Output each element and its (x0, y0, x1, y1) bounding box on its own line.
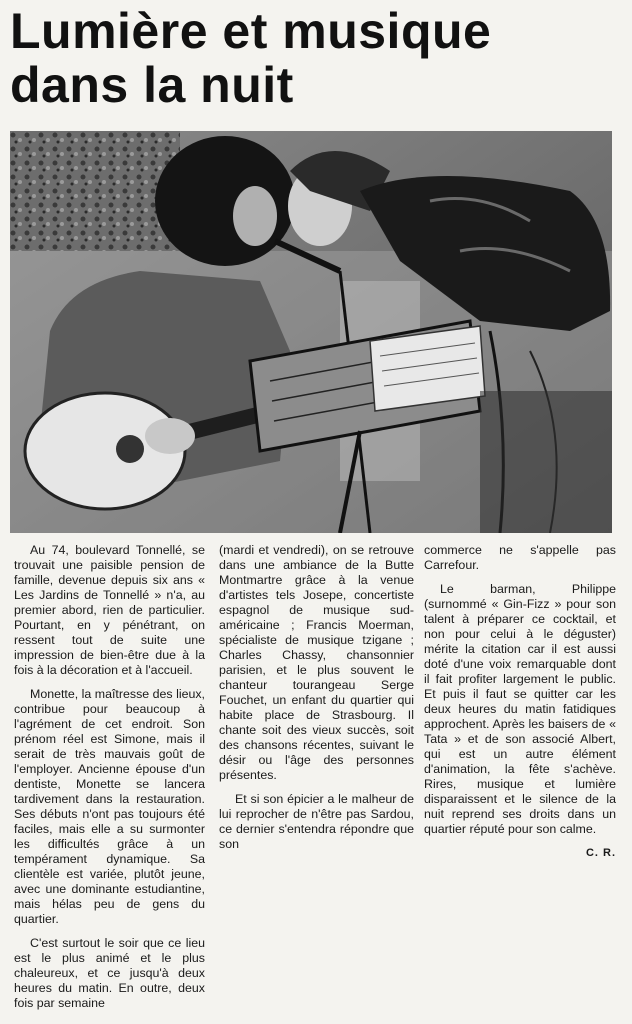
article-column-1 (14, 543, 205, 1020)
paragraph: (mardi et vendredi), on se retrouve dans une ambiance de la Butte Montmartre grâce à la venue d'artistes tels Josepe, concertiste espagnol de musique sud-américaine ; Francis Moerman, spécialiste de musique tzigane ; Charles Chassy, chansonnier parisien, et le plus souvent le chanteur tourangeau Serge Fouchet, un enfant du quartier qui habite place de Strasbourg. Il chante soit des vieux succès, soit des chansons récentes, suivant le désir ou l'âge des personnes présentes. (219, 543, 414, 782)
article-headline (10, 4, 610, 112)
paragraph: Monette, la maîtresse des lieux, contribue pour beaucoup à l'agrément de cet endroit. Son prénom réel est Simone, mais il serait de très mauvais goût de l'employer. Ancienne épouse d'un dentiste, Monette se lancera tardivement dans la restauration. Ses débuts n'ont pas toujours été faciles, mais elle a su surmonter les difficultés grâce à un tempérament dynamique. Sa clientèle est variée, plutôt jeune, avec une dominante estudiantine, mais hélas peu de gens du quartier. (14, 687, 205, 926)
paragraph: Et si son épicier a le malheur de lui reprocher de n'être pas Sardou, ce dernier s'entendra répondre que son (219, 792, 414, 851)
paragraph: C'est surtout le soir que ce lieu est le plus animé et le plus chaleureux, et ce jusqu'à deux heures du matin. En outre, deux fois par semaine (14, 936, 205, 1010)
article-column-2 (219, 543, 414, 861)
paragraph: Le barman, Philippe (surnommé « Gin-Fizz » pour son talent à préparer ce cocktail, et non pour celui à le déguster) mérite la citation car il est aussi doté d'une voix remarquable dont il fait profiter largement le public. Et puis il faut se quitter car les deux heures du matin fatidiques approchent. Après les baisers de « Tata » et de son associé Albert, qui est un autre élément d'animation, la fête s'achève. Rires, musique et lumière disparaissent et le silence de la nuit reprend ses droits dans un quartier réputé pour son calme. (424, 582, 616, 836)
headline-line-1: Lumière et musique (10, 3, 492, 59)
photo-illustration (10, 131, 612, 533)
author-signature: C. R. (585, 847, 616, 859)
foliage-backdrop (10, 131, 180, 251)
article-photo (10, 131, 612, 533)
headline-line-2: dans la nuit (10, 57, 294, 113)
paragraph: commerce ne s'appelle pas Carrefour. (424, 543, 616, 572)
paragraph: Au 74, boulevard Tonnellé, se trouvait une paisible pension de famille, devenue depuis six ans « Les Jardins de Tonnellé » n'a, au premier abord, rien de particulier. Pourtant, en y pénétrant, on ressent tout de suite une impression de bien-être due à la fois à la décoration et à l'accueil. (14, 543, 205, 677)
sheet-music (370, 326, 485, 411)
article-column-3 (424, 543, 616, 861)
